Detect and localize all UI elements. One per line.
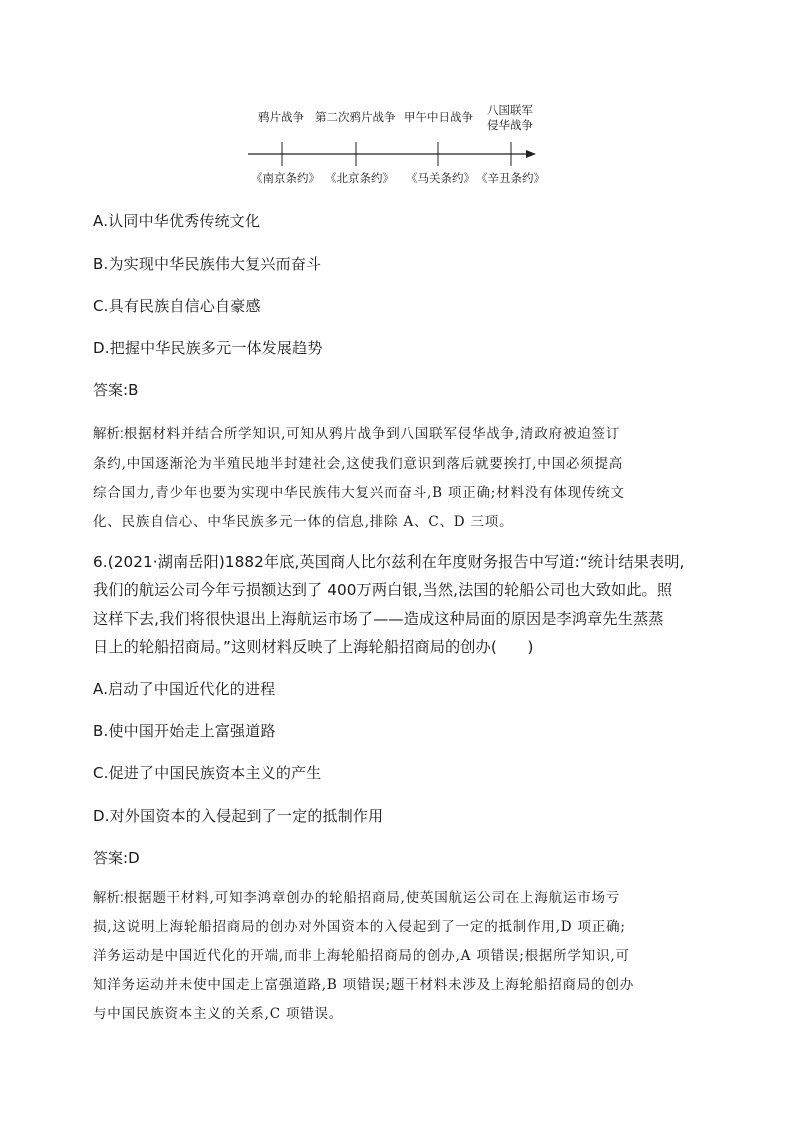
q6-explanation-line-2: 损,这说明上海轮船招商局的创办对外国资本的入侵起到了一定的抵制作用,D 项正确; xyxy=(93,919,626,935)
q5-explanation-line-3: 综合国力,青少年也要为实现中华民族伟大复兴而奋斗,B 项正确;材料没有体现传统文 xyxy=(93,485,625,501)
q5-explanation-label: 解析: xyxy=(93,426,124,441)
q5-option-b: B.为实现中华民族伟大复兴而奋斗 xyxy=(93,255,322,273)
q6-explanation-line-5: 与中国民族资本主义的关系,C 项错误。 xyxy=(93,1006,344,1022)
q6-question-line-2: 我们的航运公司今年亏损额达到了 400万两白银,当然,法国的轮船公司也大致如此。照 xyxy=(93,581,673,599)
treaty-nanjing: 《南京条约》 xyxy=(251,171,320,185)
q6-option-a: A.启动了中国近代化的进程 xyxy=(93,680,276,698)
q6-question-line-3: 这样下去,我们将很快退出上海航运市场了——造成这种局面的原因是李鸿章先生蒸蒸 xyxy=(93,610,664,628)
q6-explanation-line-1: 解析:根据题干材料,可知李鸿章创办的轮船招商局,使英国航运公司在上海航运市场亏 xyxy=(93,890,621,906)
q5-explanation-line-1: 解析:根据材料并结合所学知识,可知从鸦片战争到八国联军侵华战争,清政府被迫签订 xyxy=(93,426,621,442)
q5-explanation-line-4: 化、民族自信心、中华民族多元一体的信息,排除 A、C、D 三项。 xyxy=(93,514,514,530)
q5-option-c: C.具有民族自信心自豪感 xyxy=(93,297,261,315)
treaty-boxer: 《辛丑条约》 xyxy=(476,171,545,185)
q5-answer xyxy=(93,379,138,400)
q6-option-d: D.对外国资本的入侵起到了一定的抵制作用 xyxy=(93,807,384,825)
timeline-event-eight-nation-alliance: 八国联军 xyxy=(487,103,533,117)
treaty-shimonoseki: 《马关条约》 xyxy=(406,171,475,185)
timeline-event-second-opium-war: 第二次鸦片战争 xyxy=(315,110,396,124)
q6-question-line-4: 日上的轮船招商局。”这则材料反映了上海轮船招商局的创办( ) xyxy=(93,638,534,656)
q6-option-b: B.使中国开始走上富强道路 xyxy=(93,722,276,740)
q6-option-c: C.促进了中国民族资本主义的产生 xyxy=(93,764,322,782)
q6-explanation-line-4: 知洋务运动并未使中国走上富强道路,B 项错误;题干材料未涉及上海轮船招商局的创办 xyxy=(93,977,635,993)
q6-answer-label: 答案: xyxy=(93,849,129,867)
timeline-event-sino-japanese-war: 甲午中日战争 xyxy=(404,110,473,124)
q5-explanation-line-2: 条约,中国逐渐沦为半殖民地半封建社会,这使我们意识到落后就要挨打,中国必须提高 xyxy=(93,456,624,472)
timeline-event-invasion-war: 侵华战争 xyxy=(487,118,533,132)
q6-answer xyxy=(93,847,140,868)
treaty-beijing: 《北京条约》 xyxy=(325,171,394,185)
q5-option-d: D.把握中华民族多元一体发展趋势 xyxy=(93,339,323,357)
q6-explanation-line-3: 洋务运动是中国近代化的开端,而非上海轮船招商局的创办,A 项错误;根据所学知识,可 xyxy=(93,948,630,964)
q6-explanation-label: 解析: xyxy=(93,890,124,905)
timeline-event-opium-war: 鸦片战争 xyxy=(258,110,304,124)
timeline-axis xyxy=(240,140,540,170)
q5-answer-value: B xyxy=(128,381,139,399)
timeline-arrow-head xyxy=(526,150,536,158)
q6-question-line-1: 6.(2021·湖南岳阳)1882年底,英国商人比尔兹利在年度财务报告中写道:“统计结果表明, xyxy=(93,553,685,571)
q6-answer-value: D xyxy=(128,849,140,867)
q5-answer-label: 答案: xyxy=(93,381,129,399)
q5-option-a: A.认同中华优秀传统文化 xyxy=(93,212,261,230)
